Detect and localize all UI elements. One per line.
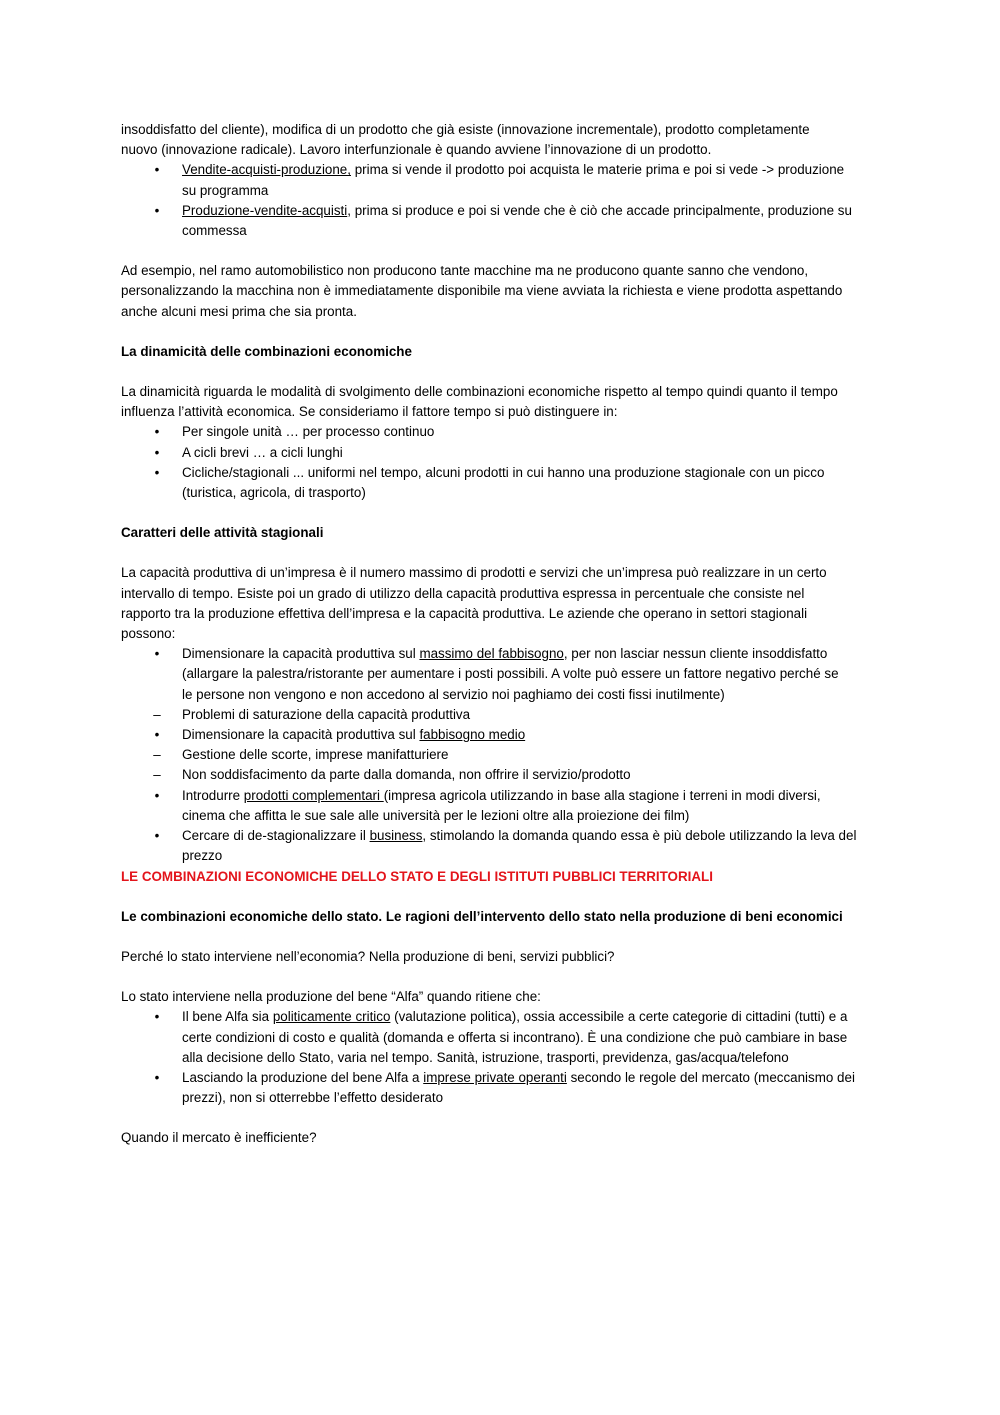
list-item: • Per singole unità … per processo continuo: [121, 422, 881, 442]
paragraph-automotive-example: Ad esempio, nel ramo automobilistico non producono tante macchine ma ne producono quante sanno che vendono, personalizzando la macchina non è immediatamente disponibile ma viene avviata la richiesta e viene prodotta aspettando anche alcuni mesi prima che sia pronta.: [121, 263, 843, 319]
bullet-marker: •: [154, 828, 160, 844]
dash-marker: –: [153, 706, 161, 722]
paragraph-alfa-intro: Lo stato interviene nella produzione del bene “Alfa” quando ritiene che:: [121, 989, 541, 1005]
bullet-marker: •: [154, 202, 160, 218]
list-item: • Lasciando la produzione del bene Alfa a imprese private operanti secondo le regole del mercato (meccanismo dei prezzi), non si otterrebbe l’effetto desiderato: [121, 1068, 881, 1108]
list-item: • A cicli brevi … a cicli lunghi: [121, 443, 881, 463]
paragraph-question: Perché lo stato interviene nell’economia? Nella produzione di beni, servizi pubblici?: [121, 948, 615, 964]
bullet-marker: •: [154, 787, 160, 803]
page-content: [121, 120, 881, 1149]
list-item: – Non soddisfacimento da parte dalla domanda, non offrire il servizio/prodotto: [121, 765, 881, 785]
bullet-marker: •: [154, 444, 160, 460]
paragraph-innovation: insoddisfatto del cliente), modifica di un prodotto che già esiste (innovazione incrementale), prodotto completamente nuovo (innovazione radicale). Lavoro interfunzionale è quando avviene l’innovazione di un prodotto.: [121, 122, 810, 158]
dash-marker: –: [153, 767, 161, 783]
section-heading-state: LE COMBINAZIONI ECONOMICHE DELLO STATO E DEGLI ISTITUTI PUBBLICI TERRITORIALI: [121, 868, 713, 884]
heading-dynamics: La dinamicità delle combinazioni economiche: [121, 343, 412, 359]
list-item: • Dimensionare la capacità produttiva sul massimo del fabbisogno, per non lasciar nessun cliente insoddisfatto (allargare la palestra/ristorante per aumentare i posti possibili. A volte può essere un fattore negativo perché se le persone non vengono e non accedono al servizio noi paghiamo dei costi fissi inutilmente): [121, 644, 881, 705]
heading-seasonal: Caratteri delle attività stagionali: [121, 525, 324, 541]
list-item: • Dimensionare la capacità produttiva sul fabbisogno medio: [121, 725, 881, 745]
dash-marker: –: [153, 747, 161, 763]
list-item: • Il bene Alfa sia politicamente critico (valutazione politica), ossia accessibile a certe categorie di cittadini (tutti) e a certe condizioni di costo e qualità (domanda e offerta si incontrano). È una condizione che può cambiare in base alla decisione dello Stato, varia nel tempo. Sanità, istruzione, trasporti, previdenza, gas/acqua/telefono: [121, 1007, 881, 1068]
bullet-marker: •: [154, 1069, 160, 1085]
list-item: • Produzione-vendite-acquisti, prima si produce e poi si vende che è ciò che accade principalmente, produzione su commessa: [121, 201, 881, 241]
list-item: – Problemi di saturazione della capacità produttiva: [121, 705, 881, 725]
paragraph-capacity: La capacità produttiva di un’impresa è il numero massimo di prodotti e servizi che un’impresa può realizzare in un certo intervallo di tempo. Esiste poi un grado di utilizzo della capacità produttiva espressa in percentuale che consiste nel rapporto tra la produzione effettiva dell’impresa e la capacità produttiva. Le aziende che operano in settori stagionali possono:: [121, 565, 827, 642]
bullet-marker: •: [154, 727, 160, 743]
alfa-conditions-list: [121, 1007, 881, 1108]
paragraph-market-question: Quando il mercato è inefficiente?: [121, 1130, 317, 1146]
list-item: • Cercare di de-stagionalizzare il business, stimolando la domanda quando essa è più debole utilizzando la leva del prezzo: [121, 826, 881, 866]
bullet-marker: •: [154, 646, 160, 662]
list-item: • Introdurre prodotti complementari (impresa agricola utilizzando in base alla stagione i terreni in modi diversi, cinema che affitta le sue sale alle università per le lezioni oltre alla proiezione dei film): [121, 786, 881, 826]
list-item: – Gestione delle scorte, imprese manifatturiere: [121, 745, 881, 765]
seasonal-options-list: [121, 644, 881, 866]
bullet-marker: •: [154, 464, 160, 480]
time-factor-list: [121, 422, 881, 503]
heading-state-intervention: Le combinazioni economiche dello stato. Le ragioni dell’intervento dello stato nella produzione di beni economici: [121, 908, 843, 924]
bullet-marker: •: [154, 1009, 160, 1025]
bullet-marker: •: [154, 424, 160, 440]
list-item: • Vendite-acquisti-produzione, prima si vende il prodotto poi acquista le materie prima e poi si vede -> produzione su programma: [121, 160, 881, 200]
bullet-marker: •: [154, 162, 160, 178]
paragraph-dynamics: La dinamicità riguarda le modalità di svolgimento delle combinazioni economiche rispetto al tempo quindi quanto il tempo influenza l’attività economica. Se consideriamo il fattore tempo si può distinguere in:: [121, 384, 838, 420]
list-item: • Cicliche/stagionali ... uniformi nel tempo, alcuni prodotti in cui hanno una produzione stagionale con un picco (turistica, agricola, di trasporto): [121, 463, 881, 503]
production-sequence-list: [121, 160, 881, 241]
